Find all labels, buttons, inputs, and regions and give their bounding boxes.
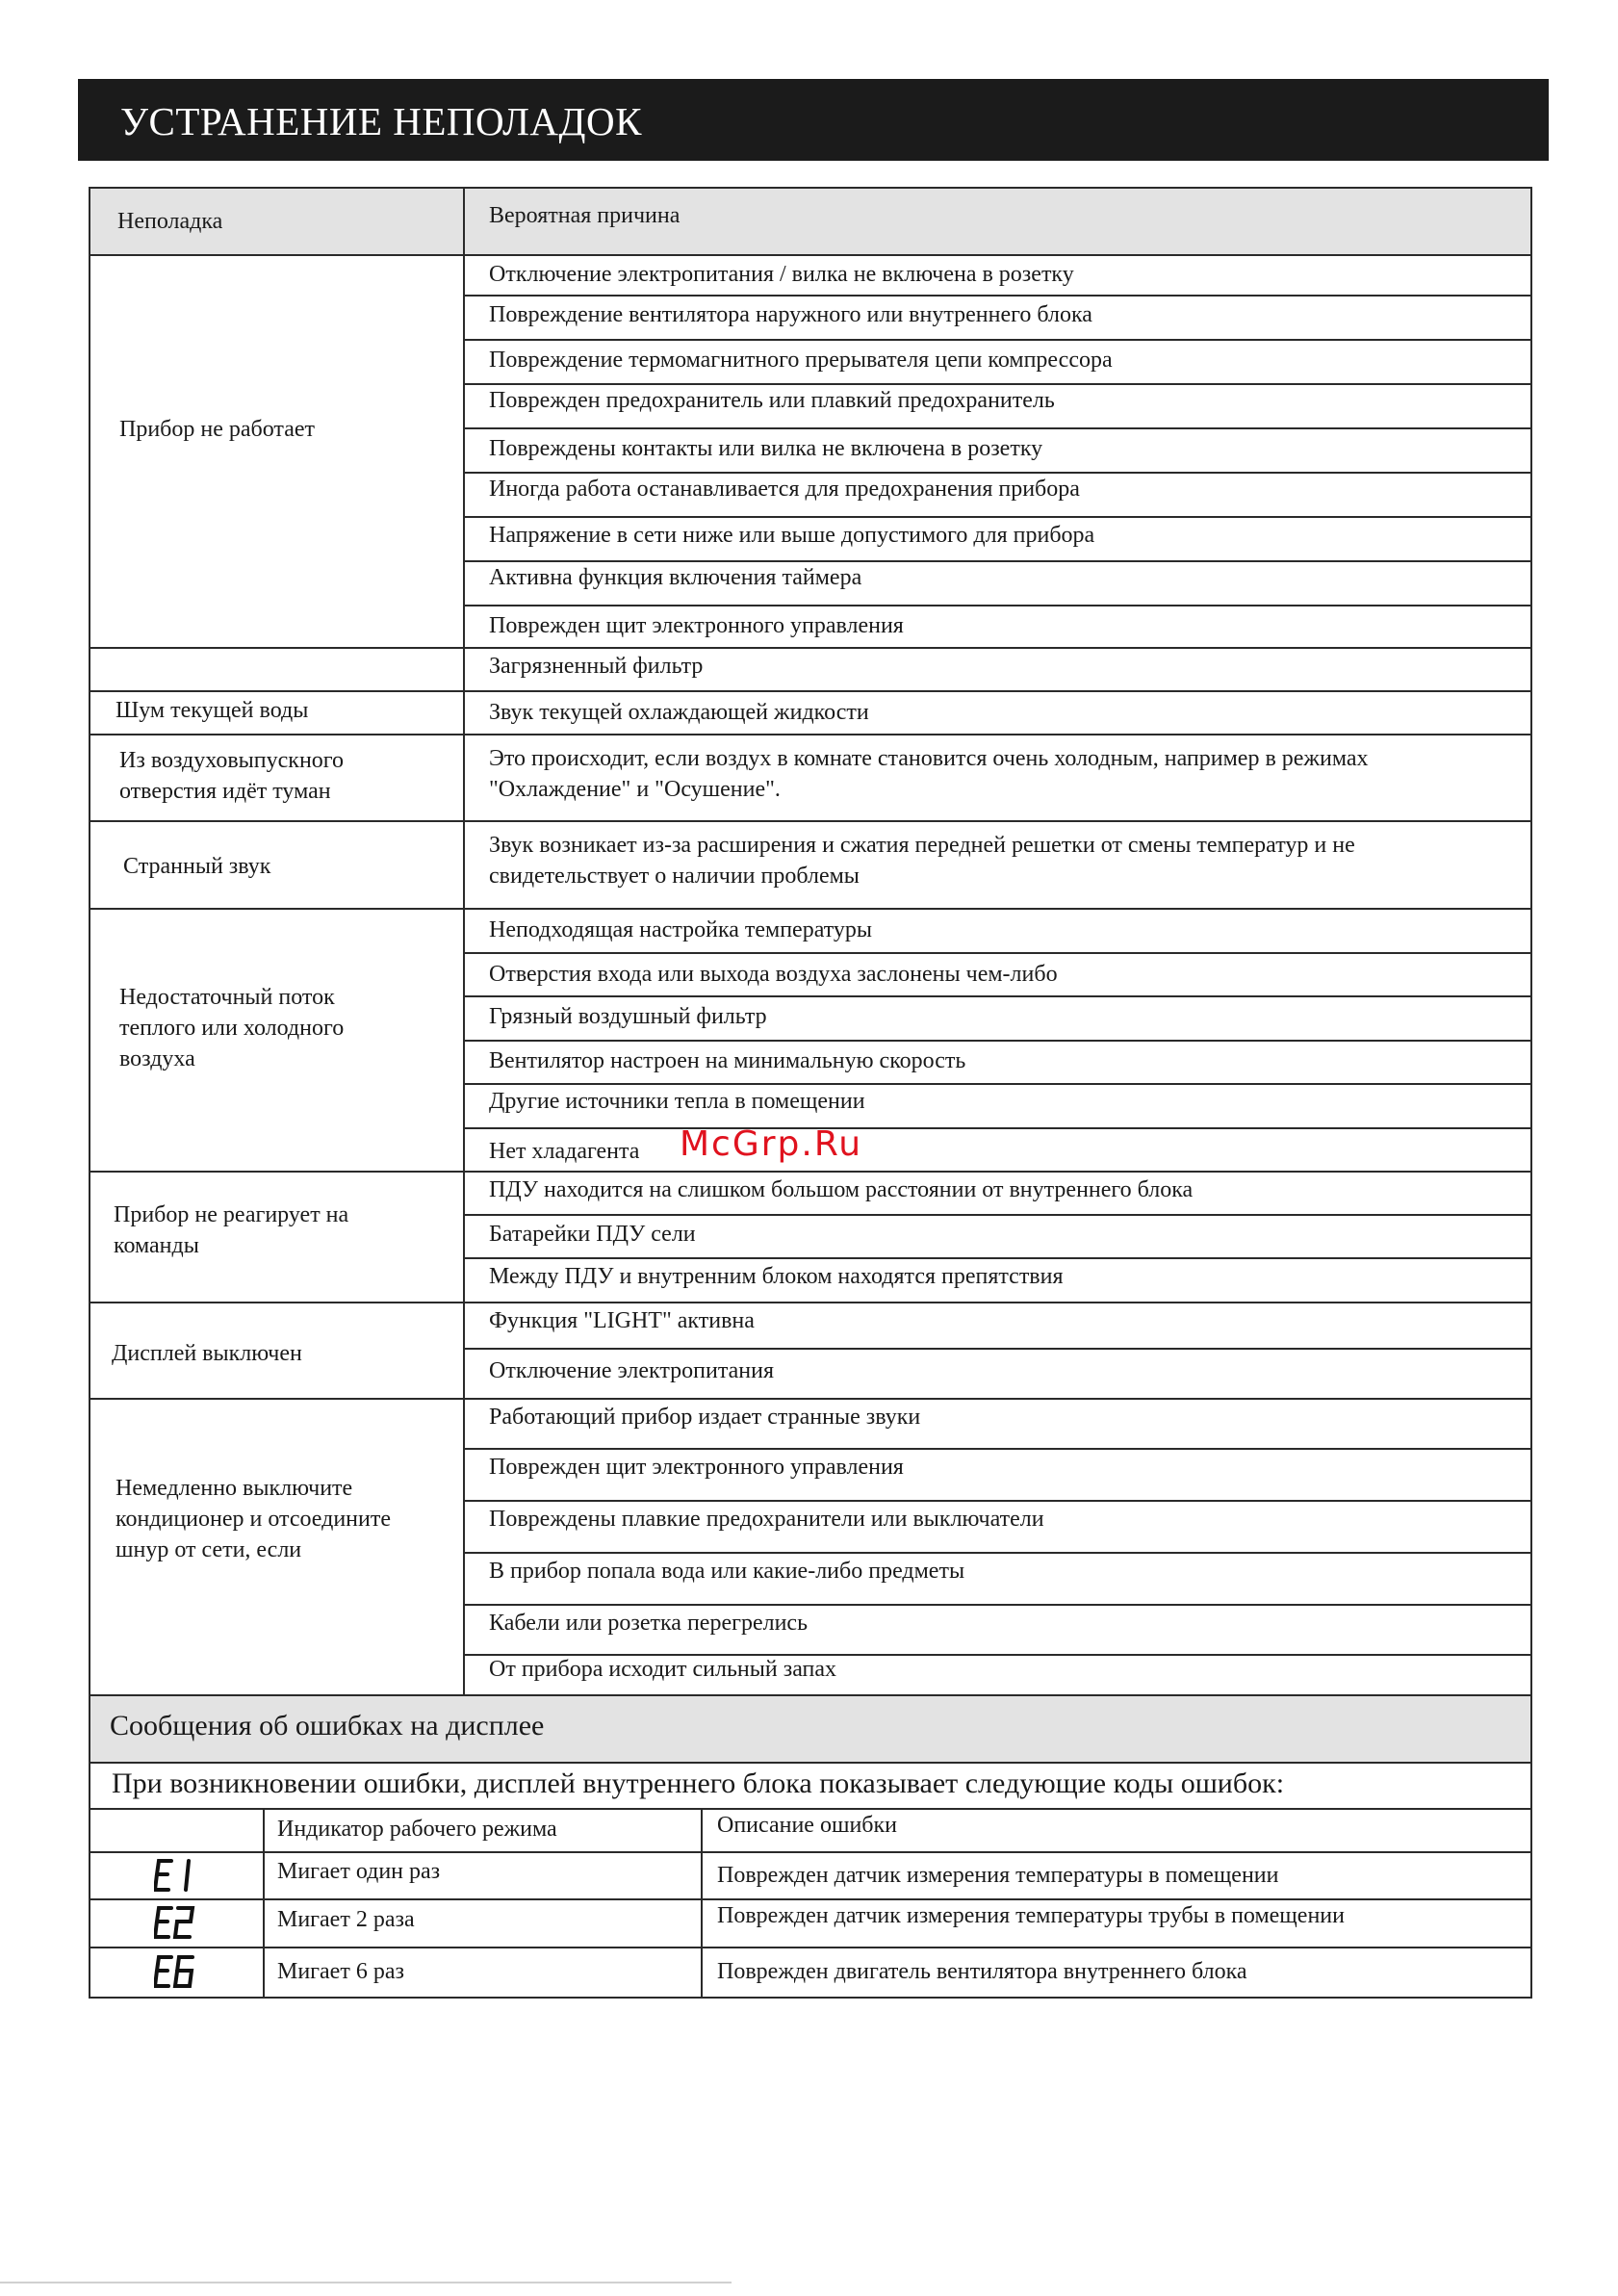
cause-cell: Функция "LIGHT" активна bbox=[489, 1308, 755, 1333]
cause-cell: Повреждение термомагнитного прерывателя цепи компрессора bbox=[489, 348, 1113, 373]
cause-cell: Иногда работа останавливается для предохранения прибора bbox=[489, 477, 1080, 502]
cause-cell: Поврежден щит электронного управления bbox=[489, 613, 904, 638]
cause-cell: Загрязненный фильтр bbox=[489, 654, 704, 679]
indicator-cell: Мигает 6 раз bbox=[277, 1959, 404, 1984]
cause-cell: Поврежден предохранитель или плавкий предохранитель bbox=[489, 388, 1055, 413]
cause-cell: Повреждение вентилятора наружного или внутреннего блока bbox=[489, 302, 1092, 327]
page-header bbox=[78, 79, 1549, 161]
cause-cell: Неподходящая настройка температуры bbox=[489, 917, 873, 942]
problem-cell: Из воздуховыпускного отверстия идёт туман bbox=[119, 748, 345, 804]
column-header-problem: Неполадка bbox=[117, 209, 223, 234]
problem-cell: Прибор не работает bbox=[119, 417, 316, 442]
column-header-description: Описание ошибки bbox=[717, 1813, 897, 1838]
description-cell: Поврежден датчик измерения температуры в помещении bbox=[717, 1863, 1279, 1888]
cause-cell: Повреждены плавкие предохранители или выключатели bbox=[489, 1507, 1044, 1532]
cause-cell: Грязный воздушный фильтр bbox=[489, 1004, 767, 1029]
cause-cell: ПДУ находится на слишком большом расстоянии от внутреннего блока bbox=[489, 1177, 1194, 1202]
cause-cell: Между ПДУ и внутренним блоком находятся препятствия bbox=[489, 1264, 1064, 1289]
cause-cell: Нет хладагента bbox=[489, 1139, 640, 1164]
problem-cell: Дисплей выключен bbox=[112, 1341, 302, 1366]
cause-cell: От прибора исходит сильный запах bbox=[489, 1657, 837, 1682]
error-code-e2-icon bbox=[154, 1905, 196, 1940]
watermark: McGrp.Ru bbox=[680, 1124, 863, 1164]
cause-cell: Отключение электропитания / вилка не включена в розетку bbox=[489, 262, 1074, 287]
cause-cell: В прибор попала вода или какие-либо предметы bbox=[489, 1559, 965, 1584]
error-code-e1-icon bbox=[154, 1858, 196, 1893]
cause-cell: Кабели или розетка перегрелись bbox=[489, 1611, 809, 1636]
column-header-cause: Вероятная причина bbox=[489, 203, 681, 228]
cause-cell: Активна функция включения таймера bbox=[489, 565, 862, 590]
error-code-e6-icon bbox=[154, 1954, 196, 1989]
cause-cell: Повреждены контакты или вилка не включена в розетку bbox=[489, 436, 1043, 461]
cause-cell: Работающий прибор издает странные звуки bbox=[489, 1405, 921, 1430]
cause-cell: Поврежден щит электронного управления bbox=[489, 1455, 904, 1480]
problem-cell: Прибор не реагирует на команды bbox=[114, 1202, 349, 1258]
indicator-cell: Мигает 2 раза bbox=[277, 1907, 415, 1932]
problem-cell: Немедленно выключите кондиционер и отсоедините шнур от сети, если bbox=[116, 1476, 391, 1562]
cause-cell: Напряжение в сети ниже или выше допустимого для прибора bbox=[489, 523, 1095, 548]
description-cell: Поврежден датчик измерения температуры трубы в помещении bbox=[717, 1903, 1345, 1928]
problem-cell: Недостаточный поток теплого или холодного воздуха bbox=[119, 985, 345, 1071]
cause-cell: Батарейки ПДУ сели bbox=[489, 1222, 696, 1247]
cause-cell: Звук текущей охлаждающей жидкости bbox=[489, 700, 869, 725]
indicator-cell: Мигает один раз bbox=[277, 1859, 441, 1884]
cause-cell: Звук возникает из-за расширения и сжатия передней решетки от смены температур и не свидетельствует о наличии проблемы bbox=[489, 833, 1355, 889]
cause-cell: Отверстия входа или выхода воздуха заслонены чем-либо bbox=[489, 962, 1058, 987]
errors-intro: При возникновении ошибки, дисплей внутреннего блока показывает следующие коды ошибок: bbox=[112, 1767, 1285, 1799]
column-header-indicator: Индикатор рабочего режима bbox=[277, 1817, 557, 1842]
cause-cell: Другие источники тепла в помещении bbox=[489, 1089, 865, 1114]
cause-cell: Это происходит, если воздух в комнате становится очень холодным, например в режимах "Охлаждение" и "Осушение". bbox=[489, 746, 1369, 802]
section-title-errors: Сообщения об ошибках на дисплее bbox=[110, 1710, 545, 1741]
problem-cell: Шум текущей воды bbox=[116, 698, 309, 723]
cause-cell: Отключение электропитания bbox=[489, 1358, 775, 1383]
footer-divider bbox=[0, 2282, 732, 2283]
problem-cell: Странный звук bbox=[123, 854, 271, 879]
cause-cell: Вентилятор настроен на минимальную скорость bbox=[489, 1048, 966, 1073]
page-title: УСТРАНЕНИЕ НЕПОЛАДОК bbox=[120, 99, 642, 143]
description-cell: Поврежден двигатель вентилятора внутреннего блока bbox=[717, 1959, 1247, 1984]
